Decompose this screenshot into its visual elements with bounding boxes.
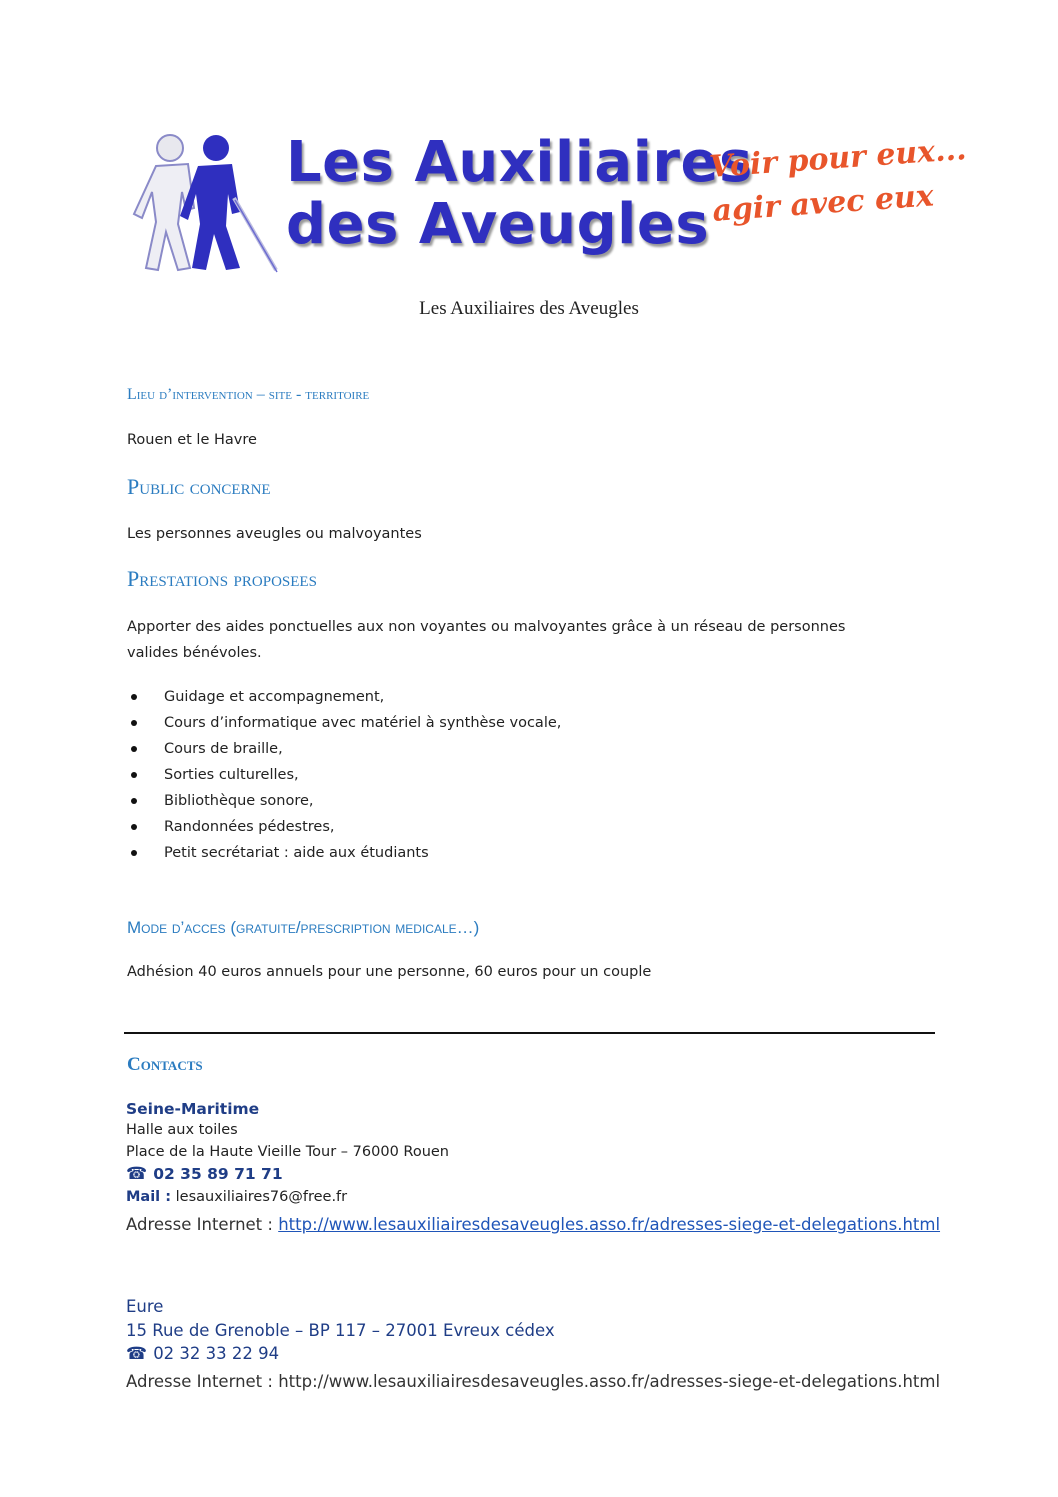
website-label: Adresse Internet : [126,1215,273,1234]
logo-name-line-1: Les Auxiliaires [286,130,753,195]
heading-public-concerne: Public concerne [127,474,271,499]
logo [128,128,968,278]
heading-mode-acces: Mode d’acces (gratuite/prescription medicale…) [127,918,480,937]
document-title: Les Auxiliaires des Aveugles [419,298,639,319]
list-item: Guidage et accompagnement, [127,684,561,710]
contact-eure-phone: ☎ 02 32 33 22 94 [126,1344,280,1364]
prestations-list [127,684,561,866]
telephone-icon: ☎ [126,1344,148,1364]
contact-seine-website [126,1215,940,1234]
contact-seine-address-2: Place de la Haute Vieille Tour – 76000 Rouen [126,1144,449,1160]
contact-seine-mail [126,1189,347,1205]
bullet-dot-icon [131,772,137,778]
bullet-dot-icon [131,720,137,726]
bullet-dot-icon [131,746,137,752]
contact-eure-address: 15 Rue de Grenoble – BP 117 – 27001 Evreux cédex [126,1321,555,1340]
mode-acces-text: Adhésion 40 euros annuels pour une personne, 60 euros pour un couple [127,964,652,980]
heading-prestations-proposees: Prestations proposees [127,566,317,591]
logo-slogan [708,130,968,234]
contact-seine-address-1: Halle aux toiles [126,1122,238,1138]
prestations-text: Apporter des aides ponctuelles aux non voyantes ou malvoyantes grâce à un réseau de personnes valides bénévoles. [127,619,846,661]
website-label: Adresse Internet : [126,1372,273,1391]
divider [124,1032,935,1034]
heading-lieu-intervention: Lieu d’intervention – site - territoire [127,386,370,403]
list-item: Bibliothèque sonore, [127,788,561,814]
website-link[interactable]: http://www.lesauxiliairesdesaveugles.asso.fr/adresses-siege-et-delegations.html [278,1215,941,1234]
website-url[interactable]: http://www.lesauxiliairesdesaveugles.asso.fr/adresses-siege-et-delegations.html [278,1372,941,1391]
logo-figures-icon [128,128,283,278]
bullet-dot-icon [131,798,137,804]
contact-eure-name: Eure [126,1297,164,1316]
bullet-dot-icon [131,850,137,856]
list-item: Cours d’informatique avec matériel à synthèse vocale, [127,710,561,736]
heading-contacts: Contacts [127,1054,203,1075]
list-item: Cours de braille, [127,736,561,762]
mail-label: Mail : [126,1189,172,1205]
slogan-line-1: Voir pour eux... [708,132,968,185]
list-item: Petit secrétariat : aide aux étudiants [127,840,561,866]
public-text: Les personnes aveugles ou malvoyantes [127,526,422,542]
contact-eure-website [126,1372,940,1391]
telephone-icon: ☎ [126,1164,148,1184]
list-item: Sorties culturelles, [127,762,561,788]
slogan-line-2: agir avec eux [711,178,935,229]
contact-seine-phone: ☎ 02 35 89 71 71 [126,1164,283,1184]
contact-seine-name: Seine-Maritime [126,1100,260,1118]
logo-name-line-2: des Aveugles [286,192,710,257]
mail-address[interactable]: lesauxiliaires76@free.fr [175,1189,348,1205]
list-item: Randonnées pédestres, [127,814,561,840]
lieu-text: Rouen et le Havre [127,432,257,448]
bullet-dot-icon [131,694,137,700]
logo-name [286,130,753,257]
bullet-dot-icon [131,824,137,830]
